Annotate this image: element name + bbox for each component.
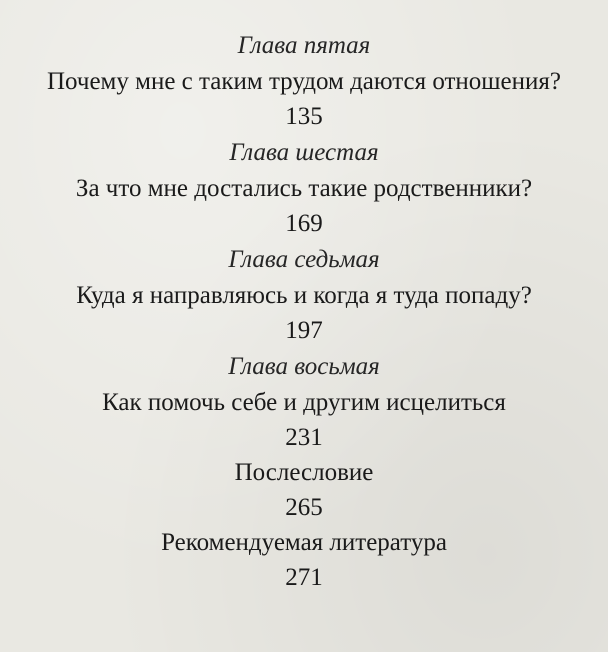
toc-entry-chapter-7 bbox=[0, 242, 608, 348]
page-number: 231 bbox=[285, 424, 323, 451]
chapter-label: Глава пятая bbox=[237, 32, 371, 59]
chapter-title: Почему мне с таким трудом даются отношения? bbox=[46, 68, 561, 95]
toc-entry-chapter-8 bbox=[0, 349, 608, 455]
chapter-label: Глава шестая bbox=[229, 139, 379, 166]
page-number: 271 bbox=[285, 564, 323, 591]
page-number: 169 bbox=[285, 210, 323, 237]
page-number: 265 bbox=[285, 494, 323, 521]
chapter-title: Как помочь себе и другим исцелиться bbox=[102, 389, 506, 416]
page-number: 135 bbox=[285, 103, 323, 130]
table-of-contents bbox=[0, 28, 608, 595]
page-number: 197 bbox=[285, 317, 323, 344]
section-title: Рекомендуемая литература bbox=[161, 529, 447, 556]
section-title: Послесловие bbox=[234, 459, 374, 486]
chapter-title: Куда я направляюсь и когда я туда попаду? bbox=[76, 282, 532, 309]
chapter-label: Глава седьмая bbox=[228, 246, 380, 273]
toc-entry-recommended-reading bbox=[0, 525, 608, 595]
toc-entry-chapter-6 bbox=[0, 135, 608, 241]
toc-entry-afterword bbox=[0, 455, 608, 525]
chapter-title: За что мне достались такие родственники? bbox=[75, 175, 533, 202]
chapter-label: Глава восьмая bbox=[228, 353, 380, 380]
toc-entry-chapter-5 bbox=[0, 28, 608, 134]
